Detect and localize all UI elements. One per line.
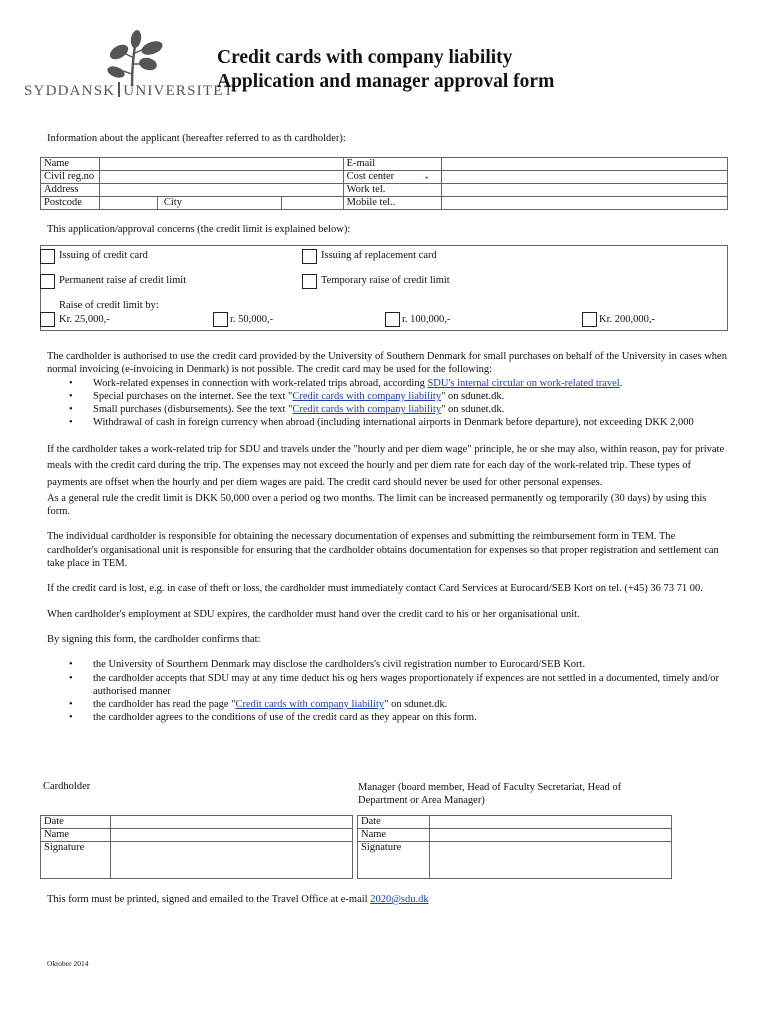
uses-item-suffix: . (619, 377, 623, 389)
uses-item-suffix: " on sdunet.dk. (441, 390, 505, 402)
uses-item (47, 403, 727, 416)
logo-text (24, 82, 234, 100)
manager-name-field[interactable] (430, 829, 672, 842)
confirms-item (47, 711, 727, 724)
confirms-list (47, 658, 727, 724)
confirms-item-text: the cardholder has read the page " (93, 699, 236, 711)
email-field[interactable] (442, 158, 728, 171)
manager-date-label: Date (358, 816, 430, 829)
uses-item-text: Withdrawal of cash in foreign currency when abroad (including international airports in Denmark before departure), not exceeding DKK 2,000 (93, 417, 694, 429)
uses-item-text: Work-related expenses in connection with work-related trips abroad, according (93, 377, 428, 389)
cardholder-date-label: Date (41, 816, 111, 829)
confirms-item (47, 698, 727, 711)
authorised-paragraph: The cardholder is authorised to use the credit card provided by the University of Southern Denmark for small purchases on behalf of the University in cases when normal invoicing (e-invoicing in Denmark) is not possible. The credit card may be used for the following: (47, 351, 727, 376)
city-label-text: City (163, 197, 182, 208)
uses-item-text: Special purchases on the internet. See the text " (93, 390, 293, 402)
manager-signature-table (357, 815, 672, 879)
postcode-field[interactable] (99, 197, 157, 210)
confirms-item-suffix: " on sdunet.dk. (384, 699, 448, 711)
amount-200000-checkbox[interactable] (582, 312, 597, 327)
amount-100000-label: r. 100,000,- (402, 314, 451, 325)
print-text: This form must be printed, signed and emailed to the Travel Office at e-mail (47, 894, 371, 905)
civil-reg-label: Civil reg.no (41, 171, 100, 184)
manager-date-field[interactable] (430, 816, 672, 829)
cost-center-field[interactable] (442, 171, 728, 184)
amount-100000-checkbox[interactable] (385, 312, 400, 327)
amount-50000-label: r. 50,000,- (230, 314, 274, 325)
replacement-label: Issuing af replacement card (321, 250, 437, 261)
address-label: Address (41, 184, 100, 197)
manager-heading: Manager (board member, Head of Faculty Secretariat, Head of Department or Area Manager) (358, 782, 622, 807)
page-title (217, 46, 554, 94)
manager-signature-label: Signature (358, 842, 430, 879)
email-label: E-mail (343, 158, 442, 171)
work-tel-label: Work tel. (343, 184, 442, 197)
temporary-raise-checkbox[interactable] (302, 274, 317, 289)
raise-label: Raise of credit limit by: (59, 300, 159, 311)
uses-item (47, 416, 727, 429)
sdu-logo (24, 30, 234, 102)
limit-paragraph: As a general rule the credit limit is DKK 50,000 over a period og two months. The limit can be increased permanently og temporarily (30 days) by using this form. (47, 492, 707, 518)
confirms-item-text: the cardholder agrees to the conditions of use of the credit card as they appear on this form. (93, 712, 477, 724)
credit-card-info-link[interactable]: Credit cards with company liability (292, 404, 442, 416)
title-line-1: Credit cards with company liability (217, 47, 513, 68)
manager-signature-field[interactable] (430, 842, 672, 879)
permanent-raise-checkbox[interactable] (40, 274, 55, 289)
issuing-label: Issuing of credit card (59, 250, 148, 261)
footer-date: Oktober 2014 (47, 959, 89, 968)
issuing-checkbox[interactable] (40, 249, 55, 264)
title-line-2: Application and manager approval form (217, 71, 555, 92)
confirms-item (47, 658, 727, 671)
confirms-item (47, 672, 727, 699)
uses-item-suffix: " on sdunet.dk. (441, 404, 505, 416)
temporary-raise-label: Temporary raise of credit limit (321, 275, 450, 286)
uses-item-text: Small purchases (disbursements). See the text " (93, 404, 293, 416)
email-link[interactable]: 2020@sdu.dk (370, 894, 429, 905)
employment-paragraph: When cardholder's employment at SDU expires, the cardholder must hand over the credit card to his or her organisational unit. (47, 608, 580, 620)
leaf-logo-icon (102, 30, 166, 86)
cardholder-date-field[interactable] (111, 816, 353, 829)
amount-25000-label: Kr. 25,000,- (59, 314, 110, 325)
postcode-label: Postcode (41, 197, 100, 210)
work-tel-field[interactable] (442, 184, 728, 197)
manager-name-label: Name (358, 829, 430, 842)
trip-paragraph: If the cardholder takes a work-related trip for SDU and travels under the "hourly and per diem wage" principle, he or she may also, within reason, pay for private meals with the credit card during the trip. The expenses may not exceed the hourly and per diem rate for each day of the work-related trip. These types of payments are offset when the hourly and per diem wages are paid. The credit card should never be used for other personal expenses. (47, 443, 725, 489)
cardholder-name-field[interactable] (111, 829, 353, 842)
credit-card-info-link[interactable]: Credit cards with company liability (235, 699, 385, 711)
address-field[interactable] (99, 184, 343, 197)
responsible-paragraph: The individual cardholder is responsible for obtaining the necessary documentation of expenses and submitting the reimbursement form in TEM. The cardholder's organisational unit is responsible for ensuring that the cardholder obtains documentation for expenses so that proper registration and settlement can take place in TEM. (47, 531, 719, 570)
name-field[interactable] (99, 158, 343, 171)
amount-25000-checkbox[interactable] (40, 312, 55, 327)
cardholder-signature-label: Signature (41, 842, 111, 879)
confirms-item-text: the University of Sourthern Denmark may disclose the cardholders's civil registration number to Eurocard/SEB Kort. (93, 659, 586, 671)
lost-paragraph: If the credit card is lost, e.g. in case of theft or loss, the cardholder must immediately contact Card Services at Eurocard/SEB Kort on tel. (+45) 36 73 71 00. (47, 583, 703, 595)
civil-reg-field[interactable] (99, 171, 343, 184)
mobile-tel-label: Mobile tel.. (343, 197, 442, 210)
confirms-item-text: the cardholder accepts that SDU may at any time deduct his og hers wages proportionately if expences are not settled in a documented, timely and/or authorised manner (93, 672, 720, 697)
cardholder-signature-field[interactable] (111, 842, 353, 879)
cardholder-heading: Cardholder (43, 781, 91, 792)
field-marker: • (425, 173, 429, 183)
uses-item (47, 390, 727, 403)
mobile-tel-field[interactable] (442, 197, 728, 210)
amount-200000-label: Kr. 200,000,- (599, 314, 655, 325)
city-field[interactable] (281, 197, 343, 210)
credit-card-info-link[interactable]: Credit cards with company liability (292, 390, 442, 402)
credit-card-info-link[interactable]: SDU's internal circular on work-related travel (427, 377, 620, 389)
logo-text-right: UNIVERSITET (123, 83, 234, 99)
replacement-checkbox[interactable] (302, 249, 317, 264)
print-instructions (47, 893, 429, 906)
logo-text-left: SYDDANSK (24, 83, 116, 99)
uses-item (47, 377, 727, 390)
body-text (47, 350, 727, 725)
concerns-intro: This application/approval concerns (the credit limit is explained below): (47, 224, 351, 235)
cardholder-name-label: Name (41, 829, 111, 842)
uses-list (47, 377, 727, 430)
applicant-intro: Information about the applicant (hereafter referred to as th cardholder): (47, 133, 346, 144)
applicant-table (40, 157, 728, 210)
signing-paragraph: By signing this form, the cardholder confirms that: (47, 633, 261, 645)
city-label (157, 197, 281, 210)
cardholder-signature-table (40, 815, 353, 879)
permanent-raise-label: Permanent raise af credit limit (59, 275, 187, 286)
name-label: Name (41, 158, 100, 171)
amount-50000-checkbox[interactable] (213, 312, 228, 327)
cost-center-label: Cost center (343, 171, 442, 184)
